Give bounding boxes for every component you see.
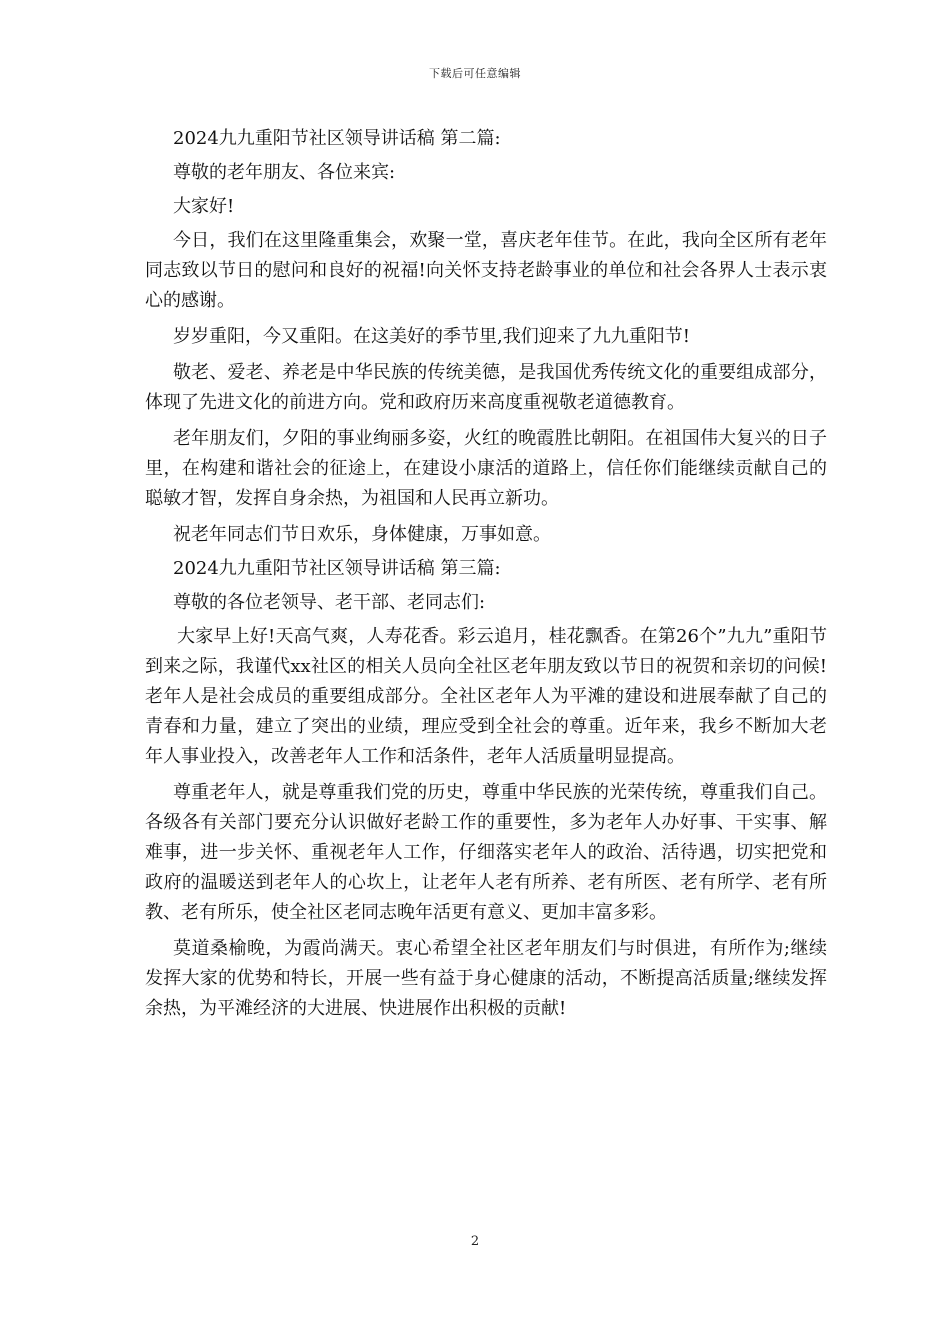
- paragraph: 尊重老年人，就是尊重我们党的历史，尊重中华民族的光荣传统，尊重我们自己。各级各有关部门要充分认识做好老龄工作的重要性，多为老年人办好事、干实事、解难事，进一步关怀、重视老年人工作，仔细落实老年人的政治、活待遇，切实把党和政府的温暖送到老年人的心坎上，让老年人老有所养、老有所医、老有所学、老有所教、老有所乐，使全社区老同志晚年活更有意义、更加丰富多彩。: [145, 782, 827, 923]
- paragraph: 今日，我们在这里隆重集会，欢聚一堂，喜庆老年佳节。在此，我向全区所有老年同志致以节日的慰问和良好的祝福!向关怀支持老龄事业的单位和社会各界人士表示衷心的感谢。: [145, 230, 827, 311]
- salutation-3: 尊敬的各位老领导、老干部、老同志们:: [173, 592, 486, 613]
- paragraph: 岁岁重阳，今又重阳。在这美好的季节里,我们迎来了九九重阳节!: [173, 326, 690, 347]
- document-body: [145, 124, 827, 1030]
- paragraph: 大家早上好!天高气爽，人寿花香。彩云追月，桂花飘香。在第26个”九九”重阳节到来之际，我谨代xx社区的相关人员向全社区老年朋友致以节日的祝贺和亲切的问候! 老年人是社会成员的重要组成部分。全社区老年人为平滩的建设和进展奉献了自己的青春和力量，建立了突出的业绩，理应受到全社会的尊重。近年来，我乡不断加大老年人事业投入，改善老年人工作和活条件，老年人活质量明显提高。: [145, 626, 827, 767]
- paragraph: 祝老年同志们节日欢乐，身体健康，万事如意。: [173, 524, 551, 545]
- salutation-2: 尊敬的老年朋友、各位来宾:: [173, 162, 396, 183]
- paragraph: 老年朋友们，夕阳的事业绚丽多姿，火红的晚霞胜比朝阳。在祖国伟大复兴的日子里，在构建和谐社会的征途上，在建设小康活的道路上，信任你们能继续贡献自己的聪敏才智，发挥自身余热，为祖国和人民再立新功。: [145, 428, 827, 509]
- page-number: 2: [470, 1234, 480, 1249]
- section-title-2: 2024九九重阳节社区领导讲话稿 第二篇:: [173, 128, 501, 149]
- paragraph: 莫道桑榆晚，为霞尚满天。衷心希望全社区老年朋友们与时俱进，有所作为;继续发挥大家的优势和特长，开展一些有益于身心健康的活动，不断提高活质量;继续发挥余热，为平滩经济的大进展、快进展作出积极的贡献!: [145, 938, 827, 1019]
- paragraph: 敬老、爱老、养老是中华民族的传统美德，是我国优秀传统文化的重要组成部分，体现了先进文化的前进方向。党和政府历来高度重视敬老道德教育。: [145, 362, 827, 413]
- section-title-3: 2024九九重阳节社区领导讲话稿 第三篇:: [173, 558, 501, 579]
- greeting-2: 大家好!: [173, 196, 235, 217]
- page-header: 下载后可任意编辑: [429, 67, 521, 80]
